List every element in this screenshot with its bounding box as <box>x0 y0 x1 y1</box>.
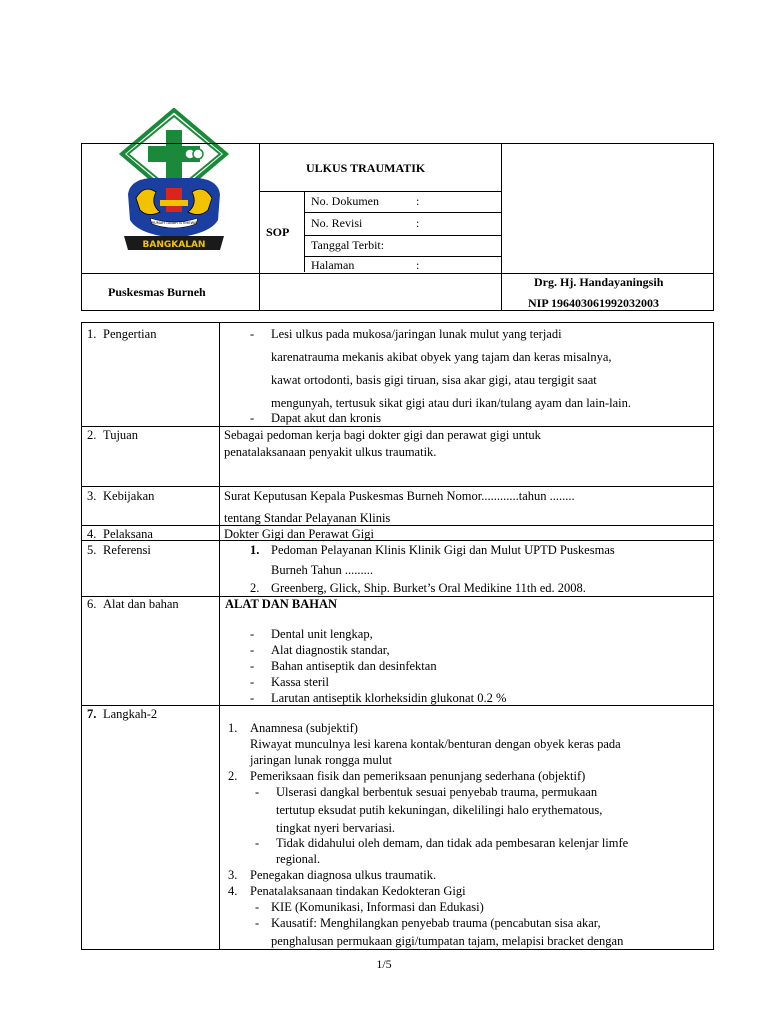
reference-item: Pedoman Pelayanan Klinis Klinik Gigi dan Mulut UPTD Puskesmas <box>271 543 615 557</box>
paragraph-line: tentang Standar Pelayanan Klinis <box>224 511 391 525</box>
paragraph-line: Sebagai pedoman kerja bagi dokter gigi dan perawat gigi untuk <box>224 428 541 442</box>
step-line: tingkat nyeri bervariasi. <box>276 821 396 835</box>
step-line: tertutup eksudat putih kekuningan, dikelilingi halo erythematous, <box>276 803 603 817</box>
field-no-dokumen: No. Dokumen <box>311 194 379 208</box>
document-title: ULKUS TRAUMATIK <box>306 161 426 175</box>
row-label: Pengertian <box>103 327 157 341</box>
colon: : <box>416 194 420 208</box>
sop-content-table <box>81 322 714 950</box>
paragraph-line: penatalaksanaan penyakit ulkus traumatik. <box>224 445 437 459</box>
row-label: Pelaksana <box>103 527 153 541</box>
paragraph-line: Surat Keputusan Kepala Puskesmas Burneh Nomor............tahun ........ <box>224 489 575 503</box>
paragraph-line: mengunyah, tertusuk sikat gigi atau duri ikan/tulang ayam dan lain-lain. <box>271 396 631 410</box>
step-line: regional. <box>276 852 321 866</box>
signer-nip: NIP 196403061992032003 <box>528 296 660 310</box>
step-line: Tidak didahului oleh demam, dan tidak ada pembesaran kelenjar limfe <box>276 836 629 850</box>
row-label: Langkah-2 <box>103 707 158 721</box>
equipment-item: Alat diagnostik standar, <box>271 643 390 657</box>
step-line: KIE (Komunikasi, Informasi dan Edukasi) <box>271 900 484 914</box>
paragraph-line: kawat ortodonti, basis gigi tiruan, sisa akar gigi, atau tergigit saat <box>271 373 597 387</box>
page-number: 1/5 <box>376 957 392 971</box>
signer-name: Drg. Hj. Handayaningsih <box>534 275 664 289</box>
paragraph-line: Lesi ulkus pada mukosa/jaringan lunak mulut yang terjadi <box>271 327 562 341</box>
row-label: Tujuan <box>103 428 138 442</box>
equipment-item: Dental unit lengkap, <box>271 627 373 641</box>
equipment-item: Kassa steril <box>271 675 329 689</box>
org-name: Puskesmas Burneh <box>108 285 206 299</box>
row-label: Alat dan bahan <box>103 597 179 611</box>
equipment-item: Larutan antiseptik klorheksidin glukonat 0.2 % <box>271 691 507 705</box>
reference-item: Burneh Tahun ......... <box>271 563 374 577</box>
step-line: Ulserasi dangkal berbentuk sesuai penyebab trauma, permukaan <box>276 785 598 799</box>
step-line: Penegakan diagnosa ulkus traumatik. <box>250 868 437 882</box>
sop-header-table <box>81 143 714 311</box>
colon: : <box>416 258 420 272</box>
logo-text: BANGKALAN <box>142 240 206 250</box>
step-line: penghalusan permukaan gigi/tumpatan tajam, melapisi bracket dengan <box>271 934 624 948</box>
step-line: Anamnesa (subjektif) <box>250 721 358 735</box>
row-label: Kebijakan <box>103 489 155 503</box>
step-line: jaringan lunak rongga mulut <box>250 753 392 767</box>
step-line: Riwayat munculnya lesi karena kontak/benturan dengan obyek keras pada <box>250 737 621 751</box>
section-heading: ALAT DAN BAHAN <box>225 597 338 611</box>
row-label: Referensi <box>103 543 151 557</box>
field-halaman: Halaman <box>311 258 355 272</box>
logo-seal-text: RUMAH TANAH ISTIMEWA <box>151 221 197 225</box>
step-line: Penatalaksanaan tindakan Kedokteran Gigi <box>250 884 466 898</box>
sop-label: SOP <box>266 225 290 239</box>
colon: : <box>416 216 420 230</box>
equipment-item: Bahan antiseptik dan desinfektan <box>271 659 437 673</box>
field-no-revisi: No. Revisi <box>311 216 363 230</box>
paragraph-line: Dapat akut dan kronis <box>271 411 382 425</box>
paragraph-line: karenatrauma mekanis akibat obyek yang tajam dan keras misalnya, <box>271 350 612 364</box>
field-tanggal-terbit: Tanggal Terbit: <box>311 238 385 252</box>
step-line: Kausatif: Menghilangkan penyebab trauma (pencabutan sisa akar, <box>271 916 601 930</box>
step-line: Pemeriksaan fisik dan pemeriksaan penunjang sederhana (objektif) <box>250 769 586 783</box>
reference-item: Greenberg, Glick, Ship. Burket’s Oral Medikine 11th ed. 2008. <box>271 581 586 595</box>
sop-page: RUMAH TANAH ISTIMEWA BANGKALAN ULKUS TRAUMATIK SOP No. Dokumen : No. Revisi : Tanggal Terbit: Halaman : Puskesmas Burneh Drg. Hj. Handayaningsih NIP 196403061992032003 1. Pengertian - Lesi ulkus pada mukosa/jaringan lunak mulut yang terjadi karenatrauma mekanis akibat obyek yang tajam dan keras misalnya, kawat ortodonti, basis gigi tiruan, sisa akar gigi, atau tergigit saat mengunyah, tertusuk sikat gigi atau duri ikan/tulang ayam dan lain-lain. - Dapat akut dan kronis 2. Tujuan Sebagai pedoman kerja bagi dokter gigi dan perawat gigi untuk penatalaksanaan penyakit ulkus traumatik. 3. Kebijakan Surat Keputusan Kepala Puskesmas Burneh Nomor............tahun ........ tentang Standar Pelayanan Klinis 4. Pelaksana Dokter Gigi dan Perawat Gigi 5. Referensi 1. Pedoman Pelayanan Klinis Klinik Gigi dan Mulut UPTD Puskesmas Burneh Tahun ......... 2. Greenberg, Glick, Ship. Burket’s Oral Medikine 11th ed. 2008. 6. Alat dan bahan ALAT DAN BAHAN - Dental unit lengkap, - Alat diagnostik standar, - Bahan antiseptik dan desinfektan - Kassa steril - Larutan antiseptik klorheksidin glukonat 0.2 % 7. Langkah-2 1. Anamnesa (subjektif) Riwayat munculnya lesi karena kontak/benturan dengan obyek keras pada jaringan lunak rongga mulut 2. Pemeriksaan fisik dan pemeriksaan penunjang sederhana (objektif) - Ulserasi dangkal berbentuk sesuai penyebab trauma, permukaan tertutup eksudat putih kekuningan, dikelilingi halo erythematous, tingkat nyeri bervariasi. - Tidak didahului oleh demam, dan tidak ada pembesaran kelenjar limfe regional. 3. Penegakan diagnosa ulkus traumatik. 4. Penatalaksanaan tindakan Kedokteran Gigi - KIE (Komunikasi, Informasi dan Edukasi) - Kausatif: Menghilangkan penyebab trauma (pencabutan sisa akar, penghalusan permukaan gigi/tumpatan tajam, melapisi bracket dengan 1/5 <box>0 0 768 1024</box>
paragraph-line: Dokter Gigi dan Perawat Gigi <box>224 527 374 541</box>
